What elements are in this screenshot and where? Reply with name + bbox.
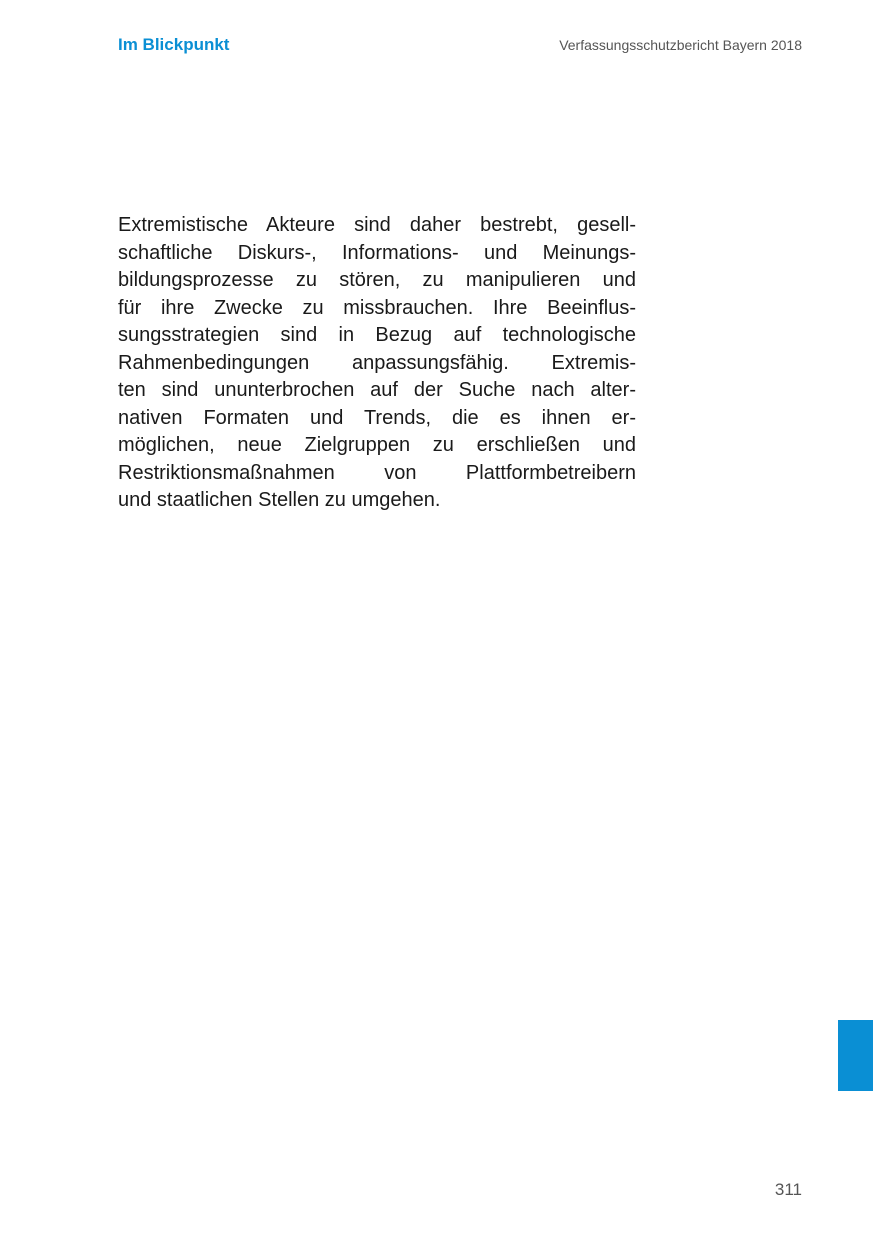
body-line: sungsstrategien sind in Bezug auf technologische xyxy=(118,324,636,346)
publication-title: Verfassungsschutzbericht Bayern 2018 xyxy=(559,37,802,53)
chapter-thumb-tab xyxy=(838,1020,873,1091)
page-number: 311 xyxy=(774,1180,802,1199)
body-line: ten sind ununterbrochen auf der Suche nach alter- xyxy=(118,379,636,401)
body-line: nativen Formaten und Trends, die es ihnen er- xyxy=(118,406,636,429)
body-paragraph xyxy=(118,212,636,515)
body-line: Restriktionsmaßnahmen von Plattformbetreibern xyxy=(118,461,636,484)
body-line: und staatlichen Stellen zu umgehen. xyxy=(118,489,441,511)
body-line: Extremistische Akteure sind daher bestrebt, gesell- xyxy=(118,214,636,236)
body-line: schaftliche Diskurs-, Informations- und Meinungs- xyxy=(118,241,636,264)
section-label: Im Blickpunkt xyxy=(118,35,230,54)
body-line: für ihre Zwecke zu missbrauchen. Ihre Beeinflus- xyxy=(118,296,636,319)
body-line: bildungsprozesse zu stören, zu manipulieren und xyxy=(118,269,636,291)
body-line: Rahmenbedingungen anpassungsfähig. Extremis- xyxy=(118,351,636,374)
body-line: möglichen, neue Zielgruppen zu erschließen und xyxy=(118,434,636,456)
